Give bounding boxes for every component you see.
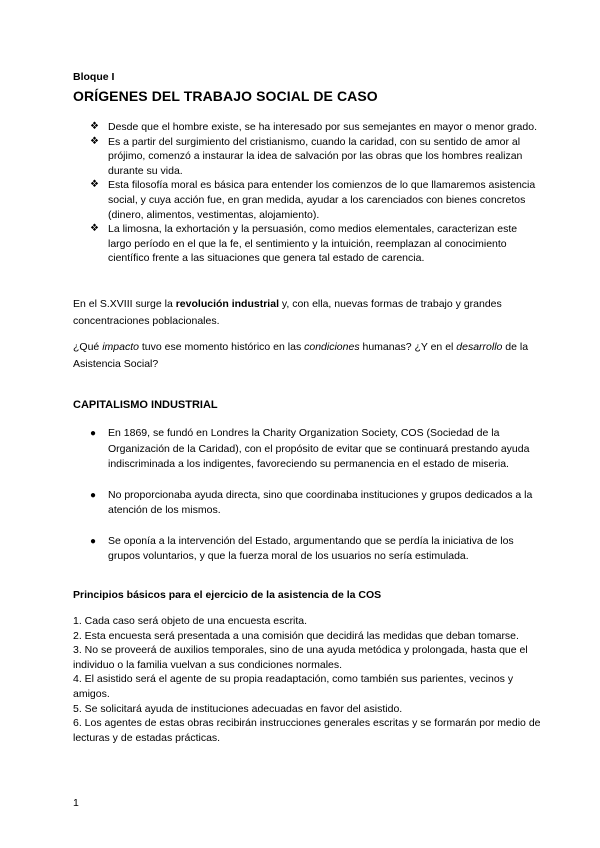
list-item: ❖ Desde que el hombre existe, se ha interesado por sus semejantes en mayor o menor grado. bbox=[90, 121, 537, 133]
dot-bullet-icon: ● bbox=[90, 428, 97, 439]
diamond-bullet-icon: ❖ bbox=[90, 121, 99, 132]
diamond-bullet-icon: ❖ bbox=[90, 179, 99, 191]
list-item: ❖ La limosna, la exhortación y la persuasión, como medios elementales, caracterizan este largo período en el que la fe, el sentimiento y la intuición, reemplazan al conocimiento científico frente a las situaciones que genera tal estado de carencia. bbox=[90, 223, 518, 265]
italic-term: desarrollo bbox=[456, 341, 503, 353]
list-item: ● Se oponía a la intervención del Estado, argumentando que se perdía la iniciativa de los grupos voluntarios, y que la fuerza moral de los usuarios no sería estimulada. bbox=[90, 534, 514, 562]
list-item: ❖ Es a partir del surgimiento del cristianismo, cuando la caridad, con su sentido de amor al prójimo, comenzó a instaurar la idea de salvación por las obras que los hombres realizan durante su vida. bbox=[90, 135, 523, 177]
list-item: 1. Cada caso será objeto de una encuesta escrita. bbox=[73, 615, 308, 627]
list-item: ● No proporcionaba ayuda directa, sino que coordinaba instituciones y grupos dedicados a la atención de los mismos. bbox=[90, 488, 533, 516]
list-item: 4. El asistido será el agente de su propia readaptación, como también sus parientes, vecinos y amigos. bbox=[73, 673, 514, 700]
list-item: 3. No se proveerá de auxilios temporales, sino de una ayuda metódica y prolongada, hasta que el individuo o la familia vuelvan a sus condiciones normales. bbox=[73, 644, 528, 671]
capitalismo-bullet-list bbox=[90, 426, 540, 580]
diamond-bullet-icon: ❖ bbox=[90, 223, 99, 235]
dot-bullet-icon: ● bbox=[90, 535, 97, 547]
block-label: Bloque I bbox=[73, 71, 115, 83]
intro-bullet-list bbox=[90, 120, 540, 266]
diamond-bullet-icon: ❖ bbox=[90, 135, 99, 147]
section-heading-capitalismo: CAPITALISMO INDUSTRIAL bbox=[73, 399, 218, 411]
dot-bullet-icon: ● bbox=[90, 489, 97, 501]
paragraph-revolucion: En el S.XVIII surge la revolución industrial y, con ella, nuevas formas de trabajo y grandes concentraciones poblacionales. bbox=[73, 298, 502, 327]
page-number: 1 bbox=[73, 797, 79, 809]
italic-term: condiciones bbox=[304, 341, 360, 353]
italic-term: impacto bbox=[102, 341, 139, 353]
section-heading-principios: Principios básicos para el ejercicio de la asistencia de la COS bbox=[73, 589, 382, 601]
list-item: 6. Los agentes de estas obras recibirán instrucciones generales escritas y se formarán por medio de lecturas y de estadas prácticas. bbox=[73, 717, 541, 744]
list-item: ❖ Esta filosofía moral es básica para entender los comienzos de lo que llamaremos asistencia social, y cuya acción fue, en gran medida, ayudar a los carenciados con bienes concretos (dinero, alimentos, vestimentas, alojamiento). bbox=[90, 179, 536, 221]
list-item: ● En 1869, se fundó en Londres la Charity Organization Society, COS (Sociedad de la Organización de la Caridad), con el propósito de evitar que se continuará prestando ayuda indiscriminada a los indigentes, favoreciendo su permanencia en el estado de miseria. bbox=[90, 427, 530, 470]
list-item: 5. Se solicitará ayuda de instituciones adecuadas en favor del asistido. bbox=[73, 702, 403, 715]
list-item: 2. Esta encuesta será presentada a una comisión que decidirá las medidas que deban tomarse. bbox=[73, 629, 519, 642]
bold-term: revolución industrial bbox=[175, 298, 279, 310]
page-title: ORÍGENES DEL TRABAJO SOCIAL DE CASO bbox=[73, 88, 378, 104]
principios-numbered-list bbox=[73, 614, 543, 745]
paragraph-question: ¿Qué impacto tuvo ese momento histórico en las condiciones humanas? ¿Y en el desarrollo de la Asistencia Social? bbox=[73, 341, 529, 370]
